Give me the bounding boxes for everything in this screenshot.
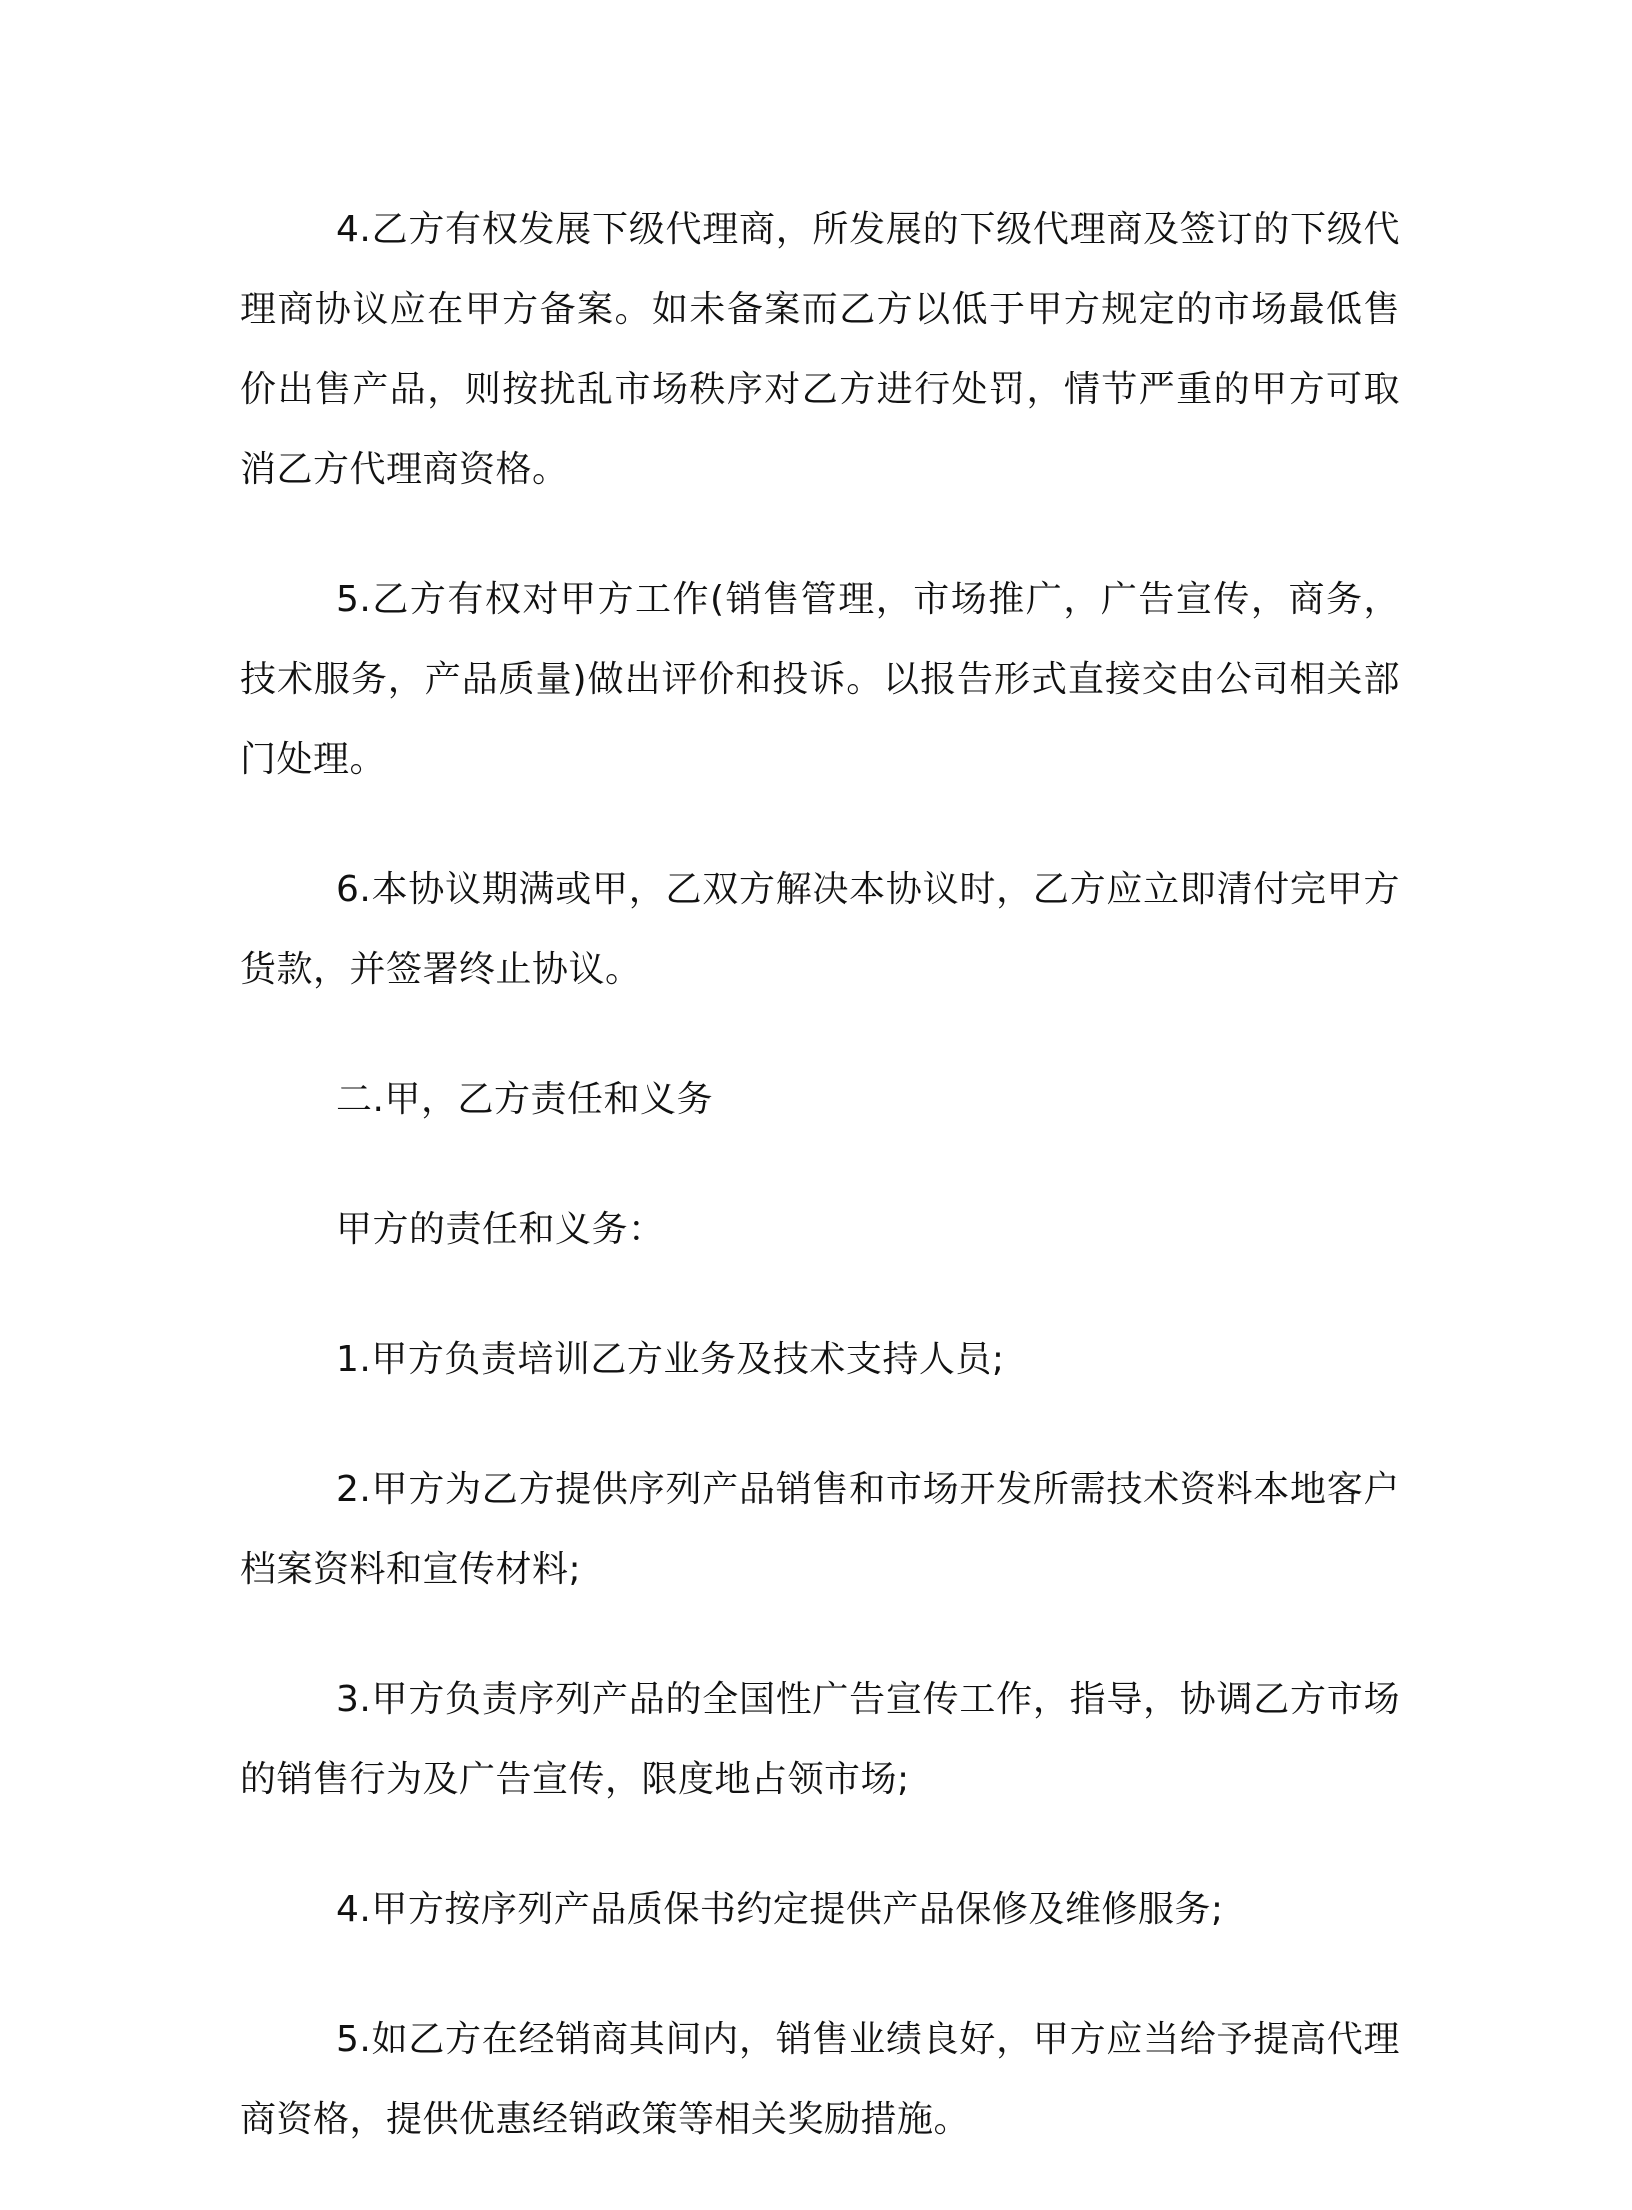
paragraph-training: 1.甲方负责培训乙方业务及技术支持人员; (336, 1339, 1005, 1380)
paragraph-rewards: 5.如乙方在经销商其间内，销售业绩良好，甲方应当给予提高代理商资格，提供优惠经销政策等相关奖励措施。 (240, 2019, 1400, 2140)
paragraph-evaluation-rights: 5.乙方有权对甲方工作(销售管理，市场推广，广告宣传，商务，技术服务，产品质量)做出评价和投诉。以报告形式直接交由公司相关部门处理。 (240, 579, 1400, 780)
section-heading-responsibilities: 二.甲，乙方责任和义务 (336, 1079, 713, 1120)
paragraph-sub-agent-rights: 4.乙方有权发展下级代理商，所发展的下级代理商及签订的下级代理商协议应在甲方备案。如未备案而乙方以低于甲方规定的市场最低售价出售产品，则按扰乱市场秩序对乙方进行处罚，情节严重的甲方可取消乙方代理商资格。 (240, 209, 1400, 490)
paragraph-warranty: 4.甲方按序列产品质保书约定提供产品保修及维修服务; (336, 1889, 1224, 1930)
subheading-party-a-duties: 甲方的责任和义务： (336, 1209, 665, 1250)
paragraph-materials: 2.甲方为乙方提供序列产品销售和市场开发所需技术资料本地客户档案资料和宣传材料; (240, 1469, 1400, 1590)
paragraph-advertising: 3.甲方负责序列产品的全国性广告宣传工作，指导，协调乙方市场的销售行为及广告宣传，限度地占领市场; (240, 1679, 1400, 1800)
paragraph-termination: 6.本协议期满或甲，乙双方解决本协议时，乙方应立即清付完甲方货款，并签署终止协议。 (240, 869, 1400, 990)
document-body (240, 190, 1400, 2210)
